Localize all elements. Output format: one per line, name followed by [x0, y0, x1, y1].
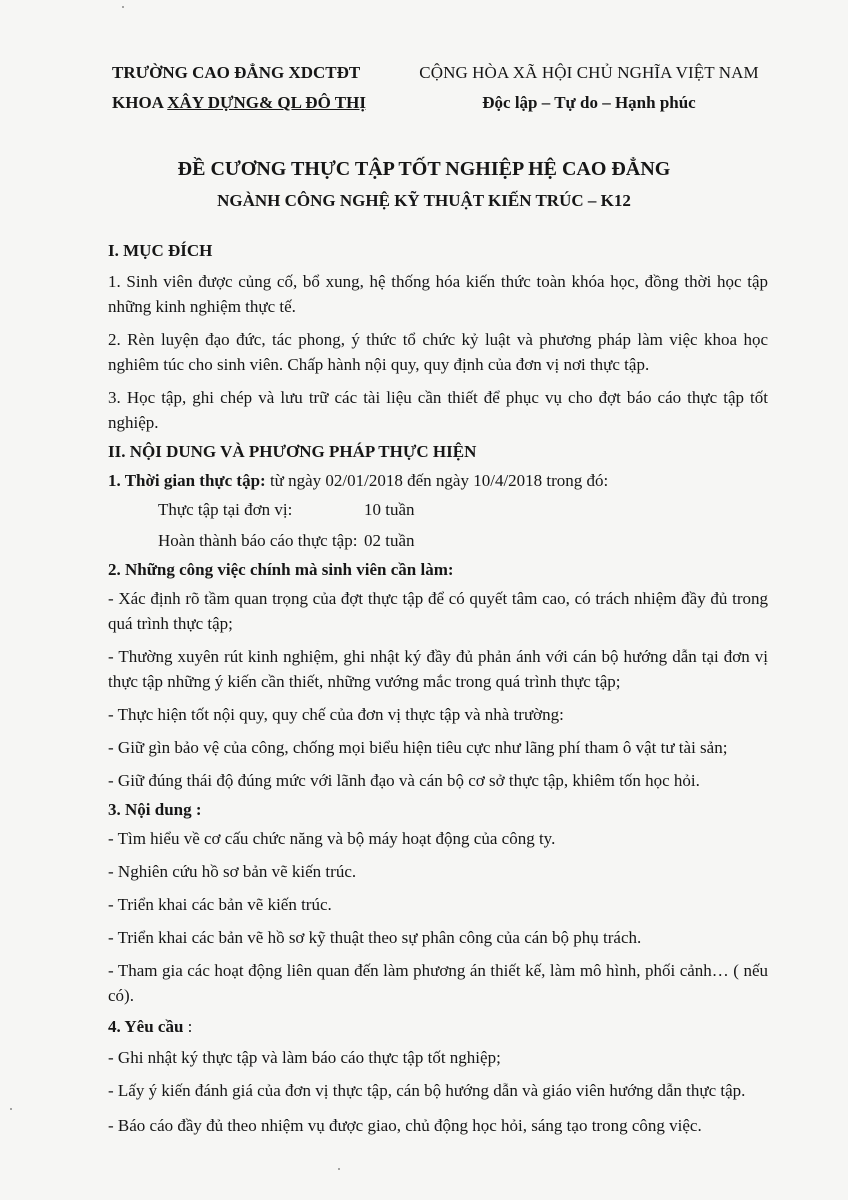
- content-item: - Nghiên cứu hồ sơ bản vẽ kiến trúc.: [108, 862, 357, 881]
- task-item: - Giữ đúng thái độ đúng mức với lãnh đạo và cán bộ cơ sở thực tập, khiêm tốn học hỏi.: [108, 771, 700, 790]
- task-item: - Thường xuyên rút kinh nghiệm, ghi nhật ký đầy đủ phản ánh với cán bộ hướng dẫn tại đơn vị thực tập những ý kiến cần thiết, những vướng mắc trong quá trình thực tập;: [108, 647, 768, 691]
- content-item: - Tham gia các hoạt động liên quan đến làm phương án thiết kế, làm mô hình, phối cảnh… ( nếu có).: [108, 961, 768, 1005]
- content-item: - Triển khai các bản vẽ hồ sơ kỹ thuật theo sự phân công của cán bộ phụ trách.: [108, 928, 642, 947]
- title-main: ĐỀ CƯƠNG THỰC TẬP TỐT NGHIỆP HỆ CAO ĐẲNG: [177, 158, 671, 180]
- time-text: từ ngày 02/01/2018 đến ngày 10/4/2018 trong đó:: [265, 471, 609, 490]
- time-row-value: 02 tuần: [364, 531, 415, 550]
- time-line: [108, 468, 768, 493]
- scan-speck: [338, 1168, 340, 1170]
- section1-heading: I. MỤC ĐÍCH: [108, 241, 213, 260]
- time-row: [108, 497, 768, 522]
- task-item: - Giữ gìn bảo vệ của công, chống mọi biểu hiện tiêu cực như lãng phí tham ô vật tư tài sản;: [108, 738, 728, 757]
- faculty-name-underlined: XÂY DỰNG& QL ĐÔ THỊ: [167, 93, 366, 112]
- motto: Độc lập – Tự do – Hạnh phúc: [482, 93, 696, 112]
- requirement-item: - Báo cáo đầy đủ theo nhiệm vụ được giao, chủ động học hỏi, sáng tạo trong công việc.: [108, 1116, 702, 1135]
- requirements-heading: 4. Yêu cầu: [108, 1017, 184, 1036]
- title-sub: NGÀNH CÔNG NGHỆ KỸ THUẬT KIẾN TRÚC – K12: [217, 191, 631, 210]
- purpose-item-1: 1. Sinh viên được củng cố, bổ xung, hệ thống hóa kiến thức toàn khóa học, đồng thời học tập những kinh nghiệm thực tế.: [108, 272, 768, 316]
- content-heading: 3. Nội dung :: [108, 800, 202, 819]
- content-item: - Tìm hiểu về cơ cấu chức năng và bộ máy hoạt động của công ty.: [108, 829, 556, 848]
- requirement-item: - Lấy ý kiến đánh giá của đơn vị thực tập, cán bộ hướng dẫn và giáo viên hướng dẫn thực tập.: [108, 1081, 746, 1100]
- document-title: [0, 152, 848, 216]
- purpose-item-3: 3. Học tập, ghi chép và lưu trữ các tài liệu cần thiết để phục vụ cho đợt báo cáo thực tập tốt nghiệp.: [108, 388, 768, 432]
- scan-speck: [10, 1108, 12, 1110]
- requirements-heading-suffix: :: [183, 1017, 193, 1036]
- faculty-name: [112, 88, 366, 118]
- scan-speck: [122, 6, 124, 8]
- requirement-item: - Ghi nhật ký thực tập và làm báo cáo thực tập tốt nghiệp;: [108, 1048, 501, 1067]
- document-body: [108, 238, 768, 1138]
- time-row-label: Thực tập tại đơn vị:: [158, 500, 293, 519]
- time-row-value: 10 tuần: [364, 500, 415, 519]
- school-name: TRƯỜNG CAO ĐẲNG XDCTĐT: [112, 63, 361, 82]
- section2-heading: II. NỘI DUNG VÀ PHƯƠNG PHÁP THỰC HIỆN: [108, 442, 477, 461]
- purpose-item-2: 2. Rèn luyện đạo đức, tác phong, ý thức tổ chức kỷ luật và phương pháp làm việc khoa học nghiêm túc cho sinh viên. Chấp hành nội quy, quy định của đơn vị nơi thực tập.: [108, 330, 768, 374]
- national-motto: [404, 58, 774, 118]
- time-row: [108, 528, 768, 553]
- school-header: [112, 58, 366, 118]
- time-row-label: Hoàn thành báo cáo thực tập:: [158, 531, 358, 550]
- requirements-heading-line: [108, 1014, 768, 1039]
- faculty-prefix: KHOA: [112, 93, 168, 112]
- task-item: - Thực hiện tốt nội quy, quy chế của đơn vị thực tập và nhà trường:: [108, 705, 564, 724]
- time-label: 1. Thời gian thực tập:: [108, 471, 266, 490]
- content-item: - Triển khai các bản vẽ kiến trúc.: [108, 895, 332, 914]
- tasks-heading: 2. Những công việc chính mà sinh viên cần làm:: [108, 560, 454, 579]
- country-name: CỘNG HÒA XÃ HỘI CHỦ NGHĨA VIỆT NAM: [419, 63, 759, 82]
- task-item: - Xác định rõ tầm quan trọng của đợt thực tập để có quyết tâm cao, có trách nhiệm đầy đủ trong quá trình thực tập;: [108, 589, 768, 633]
